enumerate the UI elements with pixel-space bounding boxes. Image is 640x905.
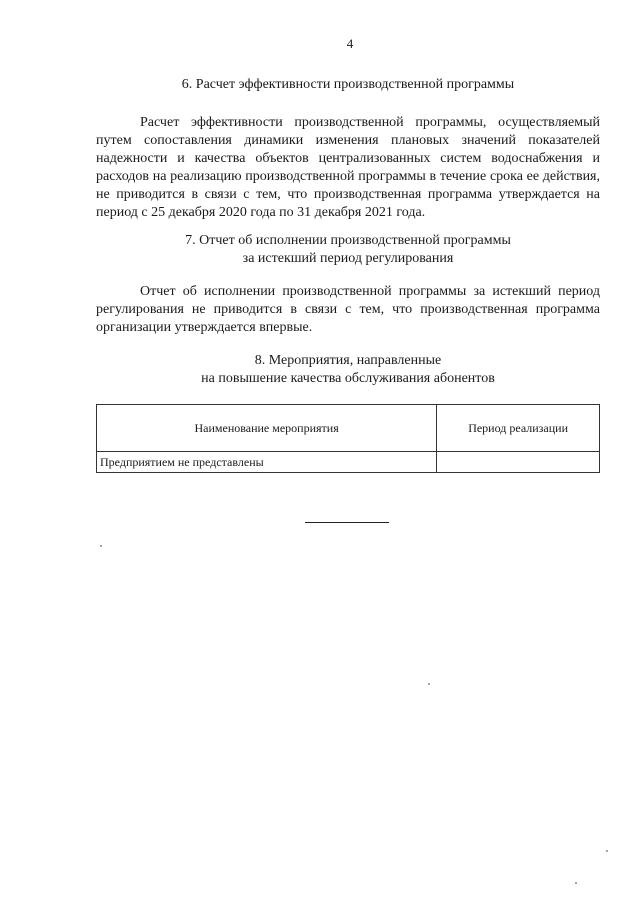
end-divider	[305, 522, 389, 523]
table-header-period: Период реализации	[437, 405, 600, 452]
section-7-text: Отчет об исполнении производственной программы за истекший период регулирования не приводится в связи с тем, что производственная программа организации утверждается впервые.	[96, 284, 600, 335]
scan-speck	[575, 882, 577, 884]
section-7-heading-line-2: за истекший период регулирования	[242, 251, 454, 266]
section-7-paragraph	[96, 283, 600, 337]
section-7-heading	[96, 232, 600, 268]
table-cell-period	[437, 452, 600, 473]
table-header-row	[97, 405, 600, 452]
section-7-heading-line-1: 7. Отчет об исполнении производственной программы	[185, 233, 511, 248]
table-cell-name: Предприятием не представлены	[97, 452, 437, 473]
scan-speck	[428, 683, 430, 685]
section-8-heading-line-2: на повышение качества обслуживания абонентов	[201, 371, 495, 386]
page-number: 4	[346, 36, 354, 51]
table-header-name: Наименование мероприятия	[97, 405, 437, 452]
scan-speck	[606, 850, 608, 852]
section-6-heading: 6. Расчет эффективности производственной программы	[181, 77, 515, 92]
section-6-text: Расчет эффективности производственной программы, осуществляемый путем сопоставления динамики изменения плановых значений показателей надежности и качества объектов централизованных систем водоснабжения и расходов на реализацию производственной программы в течение срока ее действия, не приводится в связи с тем, что производственная программа утверждается на период с 25 декабря 2020 года по 31 декабря 2021 года.	[96, 115, 600, 220]
section-6-paragraph	[96, 114, 600, 222]
scan-speck	[100, 545, 102, 547]
section-8-heading	[96, 352, 600, 388]
measures-table	[96, 404, 600, 473]
section-8-heading-line-1: 8. Мероприятия, направленные	[254, 353, 442, 368]
table-row	[97, 452, 600, 473]
